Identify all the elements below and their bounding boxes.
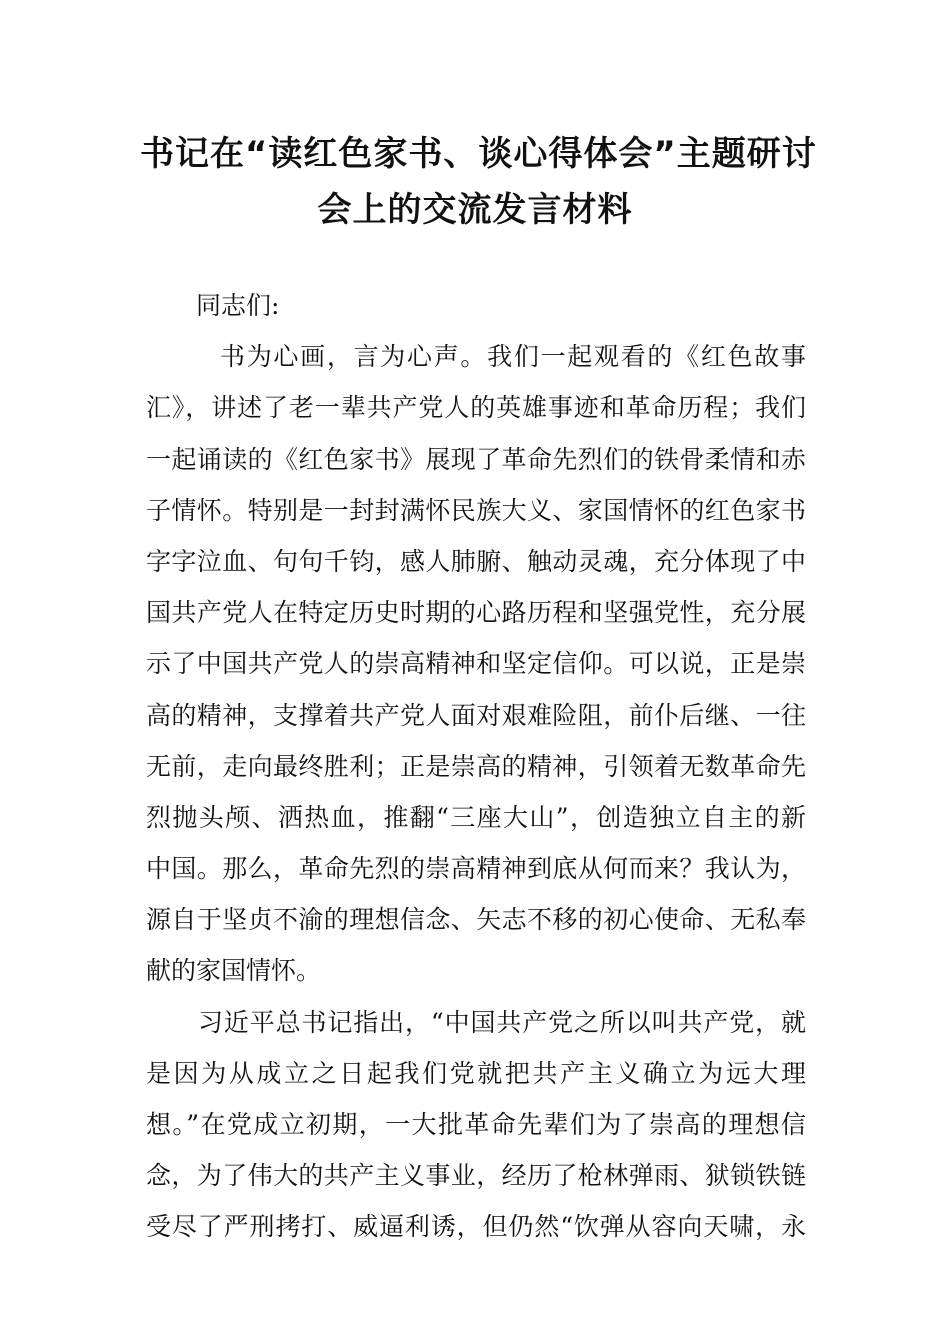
paragraph-line: 书为心画，言为心声。我们一起观看的《红色故事: [220, 342, 806, 372]
paragraph-line: 汇》，讲述了老一辈共产党人的英雄事迹和革命历程；我们: [146, 393, 806, 423]
document-body: [146, 280, 806, 1253]
paragraph-line: 习近平总书记指出，“中国共产党之所以叫共产党，就: [198, 1007, 806, 1037]
paragraph-line: 念，为了伟大的共产主义事业，经历了枪林弹雨、狱锁铁链: [146, 1161, 806, 1191]
document-title: [140, 126, 817, 238]
paragraph-line: 无前，走向最终胜利；正是崇高的精神，引领着无数革命先: [146, 751, 806, 781]
paragraph-1: [146, 331, 806, 996]
paragraph-line: 想。”在党成立初期，一大批革命先辈们为了崇高的理想信: [146, 1110, 806, 1139]
paragraph-line: 国共产党人在特定历史时期的心路历程和坚强党性，充分展: [146, 598, 806, 628]
paragraph-line: 中国。那么，革命先烈的崇高精神到底从何而来？我认为，: [146, 854, 806, 884]
title-line-1: 书记在“读红色家书、谈心得体会”主题研讨: [140, 134, 817, 174]
paragraph-line: 献的家国情怀。: [146, 956, 322, 986]
paragraph-line: 高的精神，支撑着共产党人面对艰难险阻，前仆后继、一往: [146, 700, 806, 730]
paragraph-line: 源自于坚贞不渝的理想信念、矢志不移的初心使命、无私奉: [146, 905, 806, 935]
paragraph-2: [146, 997, 806, 1253]
paragraph-line: 一起诵读的《红色家书》展现了革命先烈们的铁骨柔情和赤: [146, 444, 806, 474]
paragraph-line: 受尽了严刑拷打、威逼利诱，但仍然“饮弹从容向天啸，永: [146, 1212, 806, 1242]
paragraph-line: 子情怀。特别是一封封满怀民族大义、家国情怀的红色家书: [146, 495, 806, 525]
paragraph-line: 示了中国共产党人的崇高精神和坚定信仰。可以说，正是崇: [146, 649, 806, 679]
salutation: 同志们:: [196, 291, 280, 320]
paragraph-line: 烈抛头颅、洒热血，推翻“三座大山”，创造独立自主的新: [146, 802, 806, 832]
paragraph-line: 是因为从成立之日起我们党就把共产主义确立为远大理: [146, 1058, 806, 1088]
title-line-2: 会上的交流发言材料: [317, 190, 633, 230]
paragraph-line: 字字泣血、句句千钧，感人肺腑、触动灵魂，充分体现了中: [146, 546, 806, 576]
